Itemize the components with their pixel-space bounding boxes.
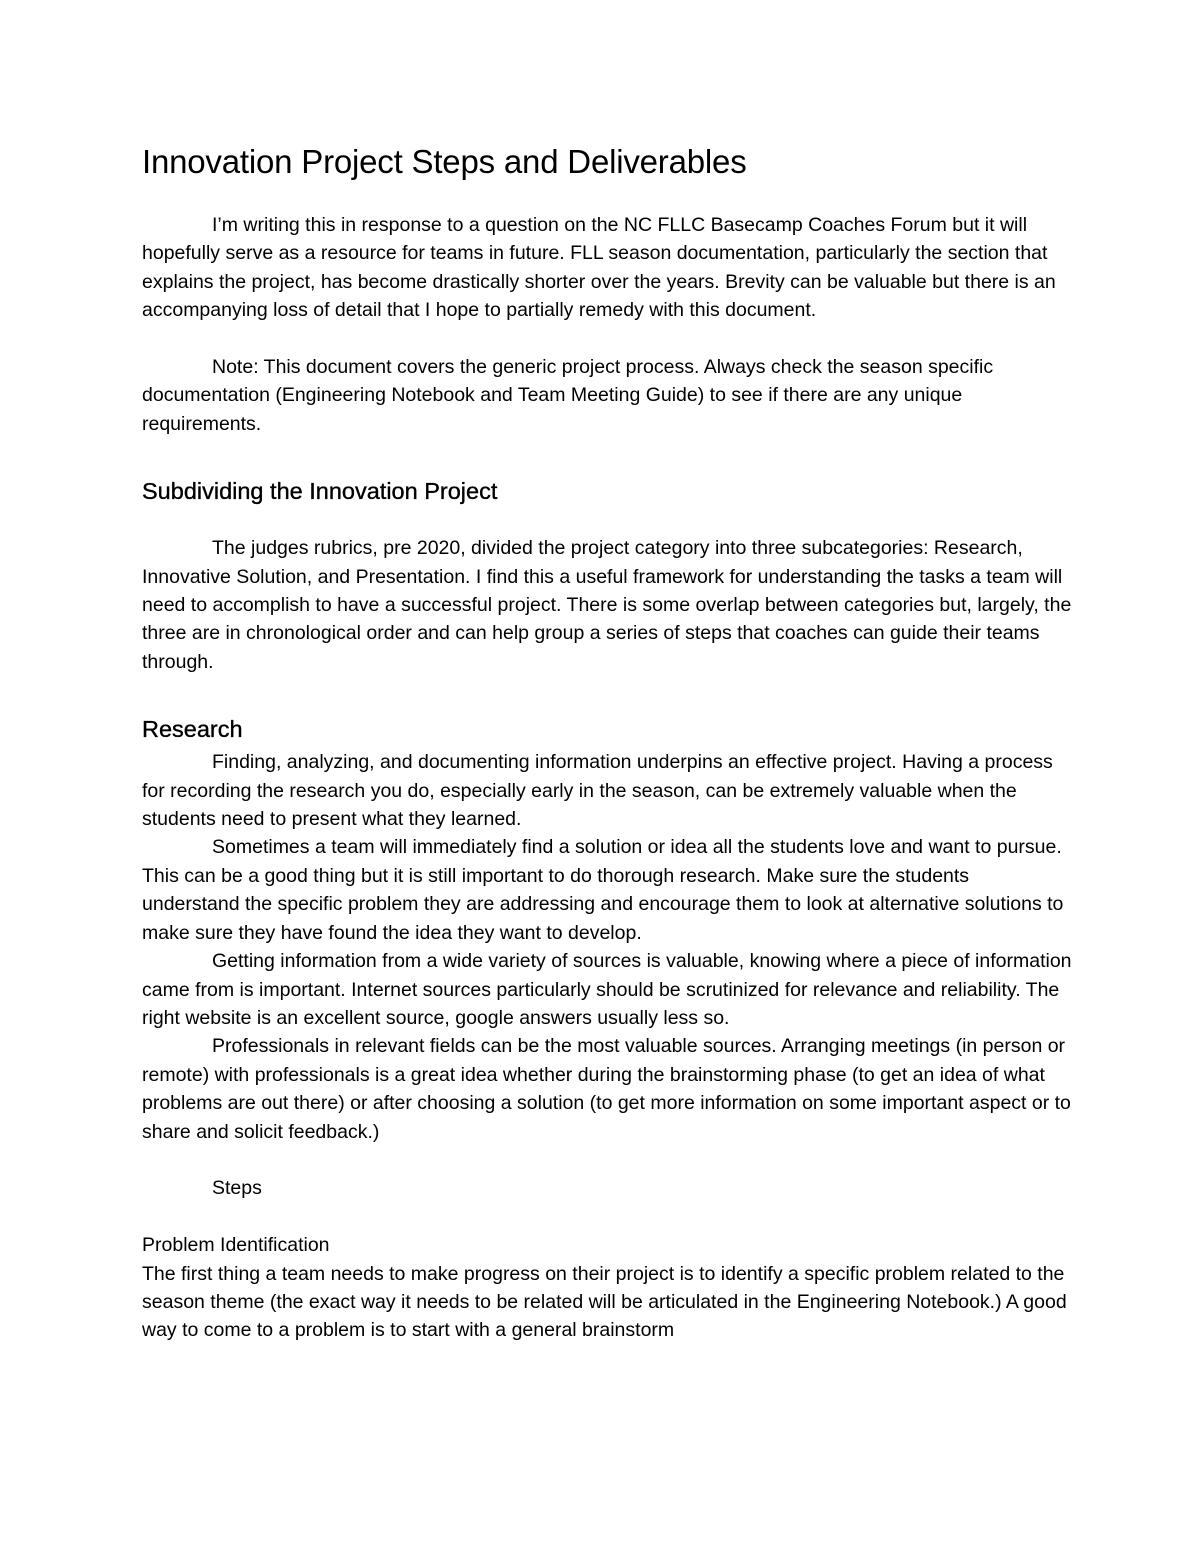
subdividing-heading: Subdividing the Innovation Project (142, 478, 498, 505)
paragraph-spacer (142, 1146, 1072, 1174)
subdividing-paragraph: The judges rubrics, pre 2020, divided the project category into three subcategories: Research, Innovative Solution, and Presentation. I find this a useful framework for understanding the tasks a team will need to accomplish to have a successful project. There is some overlap between categories but, largely, the three are in chronological order and can help group a series of steps that coaches can guide their teams through. (142, 537, 1072, 673)
research-heading: Research (142, 716, 243, 743)
steps-label: Steps (212, 1177, 262, 1200)
research-paragraph-3: Getting information from a wide variety of sources is valuable, knowing where a piece of information came from is important. Internet sources particularly should be scrutinized for relevance and reliability. The right website is an excellent source, google answers usually less so. (142, 950, 1072, 1029)
document-title: Innovation Project Steps and Deliverables (142, 143, 747, 180)
paragraph-spacer (142, 325, 1072, 353)
paragraph-spacer (142, 1203, 1072, 1231)
problem-identification-text: The first thing a team needs to make progress on their project is to identify a specific problem related to the season theme (the exact way it needs to be related will be articulated in the Engineering Notebook.) A good way to come to a problem is to start with a general brainstorm (142, 1262, 1067, 1342)
note-paragraph: Note: This document covers the generic project process. Always check the season specific documentation (Engineering Notebook and Team Meeting Guide) to see if there are any unique requirements. (142, 356, 994, 435)
research-paragraph-1: Finding, analyzing, and documenting information underpins an effective project. Having a process for recording the research you do, especially early in the season, can be extremely valuable when the students need to present what they learned. (142, 751, 1053, 831)
intro-paragraph: I’m writing this in response to a question on the NC FLLC Basecamp Coaches Forum but it will hopefully serve as a resource for teams in future. FLL season documentation, particularly the section that explains the project, has become drastically shorter over the years. Brevity can be valuable but there is an accompanying loss of detail that I hope to partially remedy with this document. (142, 214, 1056, 322)
problem-identification-heading: Problem Identification (142, 1234, 330, 1257)
research-paragraph-4: Professionals in relevant fields can be the most valuable sources. Arranging meetings (in person or remote) with professionals is a great idea whether during the brainstorming phase (to get an idea of what problems are out there) or after choosing a solution (to get more information on some important aspect or to share and solicit feedback.) (142, 1035, 1071, 1143)
section-spacer (142, 438, 1072, 476)
document-page (142, 140, 1072, 1345)
section-spacer (142, 676, 1072, 714)
research-paragraph-2: Sometimes a team will immediately find a solution or idea all the students love and want to pursue. This can be a good thing but it is still important to do thorough research. Make sure the students understand the specific problem they are addressing and encourage them to look at alternative solutions to make sure they have found the idea they want to develop. (142, 836, 1064, 944)
